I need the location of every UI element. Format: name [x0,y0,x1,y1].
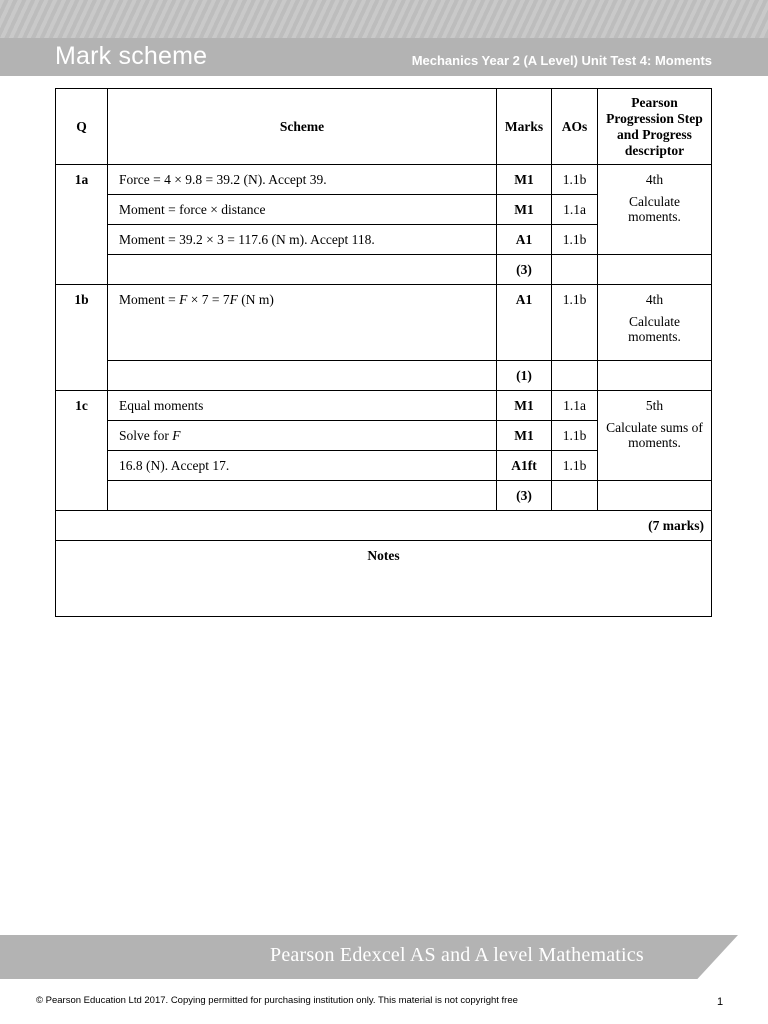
ao-cell: 1.1b [552,165,598,195]
col-header-marks: Marks [497,89,552,165]
subtotal-row [56,255,712,285]
col-header-scheme: Scheme [108,89,497,165]
mark-cell: A1ft [497,451,552,481]
ao-cell: 1.1a [552,391,598,421]
scheme-cell: Force = 4 × 9.8 = 39.2 (N). Accept 39. [108,165,497,195]
subtotal-cell: (3) [497,255,552,285]
empty-cell [552,255,598,285]
notes-row [56,541,712,617]
progression-cell-1a [598,165,712,255]
mark-cell: M1 [497,421,552,451]
ao-cell: 1.1a [552,195,598,225]
total-row [56,511,712,541]
progression-step: 5th [645,398,664,413]
footer-brand: Pearson Edexcel AS and A level Mathematics [270,944,644,966]
ao-cell: 1.1b [552,421,598,451]
ao-cell: 1.1b [552,225,598,255]
empty-cell [598,481,712,511]
empty-cell [552,361,598,391]
progression-step: 4th [645,172,664,187]
progression-cell-1c [598,391,712,481]
scheme-cell: Moment = force × distance [108,195,497,225]
scheme-cell [108,285,497,361]
variable-f: F [229,292,238,307]
empty-cell [552,481,598,511]
subtotal-row [56,481,712,511]
subtotal-cell: (3) [497,481,552,511]
empty-cell [108,255,497,285]
progress-descriptor: Calculate sums of moments. [606,420,703,450]
scheme-cell: Moment = 39.2 × 3 = 117.6 (N m). Accept 118. [108,225,497,255]
empty-cell [108,361,497,391]
table-row [56,165,712,195]
subtotal-cell: (1) [497,361,552,391]
scheme-cell: Equal moments [108,391,497,421]
col-header-q: Q [56,89,108,165]
mark-cell: A1 [497,285,552,361]
scheme-text: (N m) [237,292,274,307]
page-title: Mark scheme [55,42,208,70]
col-header-pearson: Pearson Progression Step and Progress descriptor [598,89,712,165]
scheme-text: × 7 = 7 [187,292,230,307]
empty-cell [598,255,712,285]
subtotal-row [56,361,712,391]
table-header-row [56,89,712,165]
copyright-notice: © Pearson Education Ltd 2017. Copying permitted for purchasing institution only. This material is not copyright free [36,995,518,1006]
page-number: 1 [717,996,724,1008]
col-header-aos: AOs [552,89,598,165]
scheme-text: Moment = [119,292,180,307]
mark-scheme-table [55,88,712,617]
empty-cell [598,361,712,391]
question-label-1c: 1c [56,391,108,511]
question-label-1a: 1a [56,165,108,285]
empty-cell [108,481,497,511]
progress-descriptor: Calculate moments. [628,314,681,344]
variable-f: F [179,292,188,307]
table-row [56,391,712,421]
notes-label: Notes [56,541,712,617]
progress-descriptor: Calculate moments. [628,194,681,224]
ao-cell: 1.1b [552,451,598,481]
mark-cell: M1 [497,165,552,195]
ao-cell: 1.1b [552,285,598,361]
total-marks: (7 marks) [56,511,712,541]
mark-cell: A1 [497,225,552,255]
progression-step: 4th [645,292,664,307]
progression-cell-1b [598,285,712,361]
mark-cell: M1 [497,391,552,421]
unit-subtitle: Mechanics Year 2 (A Level) Unit Test 4: Moments [411,53,712,68]
variable-f: F [172,428,181,443]
scheme-cell [108,421,497,451]
scheme-text: Solve for [119,428,173,443]
scheme-cell: 16.8 (N). Accept 17. [108,451,497,481]
question-label-1b: 1b [56,285,108,391]
table-row [56,285,712,361]
mark-cell: M1 [497,195,552,225]
